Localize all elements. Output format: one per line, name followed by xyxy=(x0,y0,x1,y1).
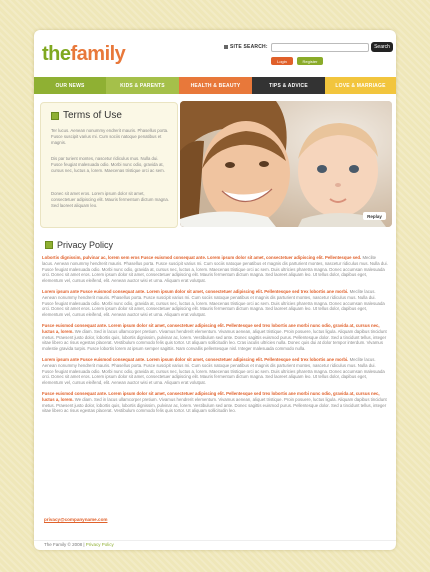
footer-privacy-link[interactable]: Privacy Policy xyxy=(85,542,114,547)
privacy-paragraph xyxy=(42,357,388,386)
paragraph-lead: Lorem ipsum ante Fusce euismod consequat ante. Lorem ipsum dolor sit amet, consectetuer adipiscing elit. Pellentesque sed trex lobortis ane morbi. xyxy=(42,288,349,294)
register-button[interactable]: Register xyxy=(297,57,323,65)
footer xyxy=(34,540,396,550)
privacy-content xyxy=(42,255,388,419)
search-button[interactable]: Search xyxy=(371,42,393,52)
terms-of-use-box xyxy=(40,102,178,228)
main-nav xyxy=(34,77,396,94)
terms-paragraph: Dis par turient montes, nascetur ridiculus mus. Nulla dui. Fusce feugiat malesuada odio. Morbi nunc odio, gravida at, cursus nec, luctus a, lorem. Maecenas tristique orci ac sem. xyxy=(51,156,165,173)
paragraph-body: Meclite lacus. Aenean nonummy hendrerit mauris. Phasellus porta. Fusce suscipit varius mi. Cum sociis natoque penatibus et magnis dis parturient montes, nascetur ridiculus mus. Nulla dui. Fusce feugiat malesuada odio. Morbi nunc odio, gravida at, cursus nec, luctus a, lorem. Maecenas tristique orci ac sem. Duis ultricies pharetra magna. Donec accumsan malesuada orci. Donec sit amet eros. Lorem ipsum dolor sit amet, consectetuer adipiscing elit. Mauris fermentum dictum magna. Sed laoreet aliquam leo. Ut tellus dolor, dapibus eget, elementum vel, cursus eleifend, elit. Aenean auctor wisi et urna. Aliquam erat volutpat. xyxy=(42,356,385,386)
replay-button[interactable]: Replay xyxy=(363,212,386,220)
terms-paragraph: Donec sit amet eros. Lorem ipsum dolor sit amet, consectetuer adipiscing elit. Mauris fermentum dictum magna. Sed laoreet aliquam leo. xyxy=(51,191,169,208)
bullet-square-icon xyxy=(45,241,53,249)
paragraph-lead: Fusce euismod consequat ante. Lorem ipsum dolor sit amet, consectetuer adipiscing elit. Pellentesque sed trex lobortis ane morbi nunc odio, gravida at, cursus nec, luctus a, lorem. xyxy=(42,390,380,402)
privacy-paragraph xyxy=(42,323,388,352)
paragraph-lead: Fusce euismod consequat ante. Lorem ipsum dolor sit amet, consectetuer adipiscing elit. Pellentesque sed trex lobortis ane morbi nunc odio, gravida at, cursus nec, luctus a, lorem. xyxy=(42,322,380,334)
login-button[interactable]: Login xyxy=(271,57,293,65)
privacy-paragraph xyxy=(42,391,388,414)
bullet-square-icon xyxy=(51,112,59,120)
hero-photo xyxy=(180,101,392,227)
logo-the: the xyxy=(42,43,71,65)
nav-item-kids-parents[interactable]: KIDS & PARENTS xyxy=(106,77,179,94)
nav-item-health-beauty[interactable]: HEALTH & BEAUTY xyxy=(179,77,252,94)
site-logo[interactable] xyxy=(42,43,125,66)
search-square-icon xyxy=(224,45,228,49)
paragraph-lead: Lobortis dignissim, pulvinar ac, lorem sem eros Fusce euismod consequat ante. Lorem ipsum dolor sit amet, consectetuer adipiscing elit. Pellentesque sed. xyxy=(42,255,362,260)
mother-child-photo xyxy=(180,101,392,227)
terms-title xyxy=(51,110,122,121)
privacy-title-text: Privacy Policy xyxy=(57,240,114,250)
logo-family: family xyxy=(70,43,126,65)
search-label-text: SITE SEARCH: xyxy=(230,44,268,50)
paragraph-body: Meclite lacus. Aenean nonummy hendrerit mauris. Phasellus porta. Fusce suscipit varius mi. Cum sociis natoque penatibus et magnis dis parturient montes, nascetur ridiculus mus. Nulla dui. Fusce feugiat malesuada odio. Morbi nunc odio, gravida at, cursus nec, luctus a, lorem. Maecenas tristique orci ac sem. Duis ultricies pharetra magna. Donec accumsan malesuada orci. Donec sit amet eros. Lorem ipsum dolor sit amet, consectetuer adipiscing elit. Mauris fermentum dictum magna. Sed laoreet aliquam leo. Ut tellus dolor, dapibus eget, elementum vel, cursus eleifend, elit. Aenean auctor wisi et urna. Aliquam erat volutpat. xyxy=(42,288,385,318)
footer-copyright: The Family © 2008 | xyxy=(44,542,86,547)
privacy-email-link[interactable]: privacy@companyname.com xyxy=(44,517,108,522)
terms-title-text: Terms of Use xyxy=(63,110,122,121)
nav-item-our-news[interactable]: OUR NEWS xyxy=(34,77,106,94)
search-input[interactable] xyxy=(271,43,369,52)
privacy-title xyxy=(45,240,113,250)
privacy-paragraph xyxy=(42,255,388,284)
paragraph-lead: Lorem ipsum ante Fusce euismod consequat ante. Lorem ipsum dolor sit amet, consectetuer adipiscing elit. Pellentesque sed trex lobortis ane morbi. xyxy=(42,356,349,362)
nav-item-tips-advice[interactable]: TIPS & ADVICE xyxy=(252,77,325,94)
nav-item-love-marriage[interactable]: LOVE & MARRIAGE xyxy=(325,77,396,94)
paragraph-body: We diam. Sed in lacus ullamcorper pretium. Vivamus hendrerit elementum. Vivamus aenean, aliquet tristique. Proin posuere, luctus ligula. Aliquam dapibus tincidunt metus. Praesent justo dolor, lobortis quis, lobortis dignissim, pulvinar ac, lorem. Vestibulum sed ante. Donec sagittis euismod purus. Pellentesque dolor. Sed a tincidunt tellus, integer vitae libero ac risus egestas placerat. Vestibulum commodo felis quis tortor. Ut aliquam sollicitudin leo. xyxy=(42,396,387,414)
page-container xyxy=(34,30,396,550)
paragraph-body: We diam. Sed in lacus ullamcorper pretium. Vivamus hendrerit elementum. Vivamus aenean, aliquet tristique. Proin posuere, luctus ligula. Aliquam dapibus tincidunt metus. Praesent justo dolor, lobortis quis, lobortis dignissim, pulvinar ac, lorem. Vestibulum sed ante. Donec sagittis euismod purus. Pellentesque dolor. Sed a tincidunt tellus, integer vitae libero ac risus egestas placerat. Vestibulum commodo felis quis tortor. Ut aliquam sollicitudin leo. Cras iaculis ultricies nulla. Donec quis dui at dolor tempor interdum. Vivamus molestie gravida turpis. Fusce lobortis lorem at ipsum semper sagittis. Nam convallis pellentesque nisl. Integer malesuada commodo nulla. xyxy=(42,328,387,352)
privacy-paragraph xyxy=(42,289,388,318)
footer-text xyxy=(44,542,114,547)
paragraph-body: Meclite lacus. Aenean nonummy hendrerit mauris. Phasellus porta. Fusce suscipit varius mi. Cum sociis natoque penatibus et magnis dis parturient montes, nascetur ridiculus mus. Nulla dui. Fusce feugiat malesuada odio. Morbi nunc odio, gravida at, cursus nec, luctus a, lorem. Maecenas tristique orci ac sem. Duis ultricies pharetra magna. Donec accumsan malesuada orci. Donec sit amet eros. Lorem ipsum dolor sit amet, consectetuer adipiscing elit. Mauris fermentum dictum magna. Sed laoreet aliquam leo. Ut tellus dolor, dapibus eget, elementum vel, cursus eleifend, elit. Aenean auctor wisi et urna. Aliquam erat volutpat. xyxy=(42,255,388,284)
search-label xyxy=(224,44,268,50)
terms-paragraph: Ter lucus. Aenean nonummy endrerit mauris. Phasellus porta. Fusce suscipit varius mi. Cum sociis natoque penatibus et magnis. xyxy=(51,128,169,145)
